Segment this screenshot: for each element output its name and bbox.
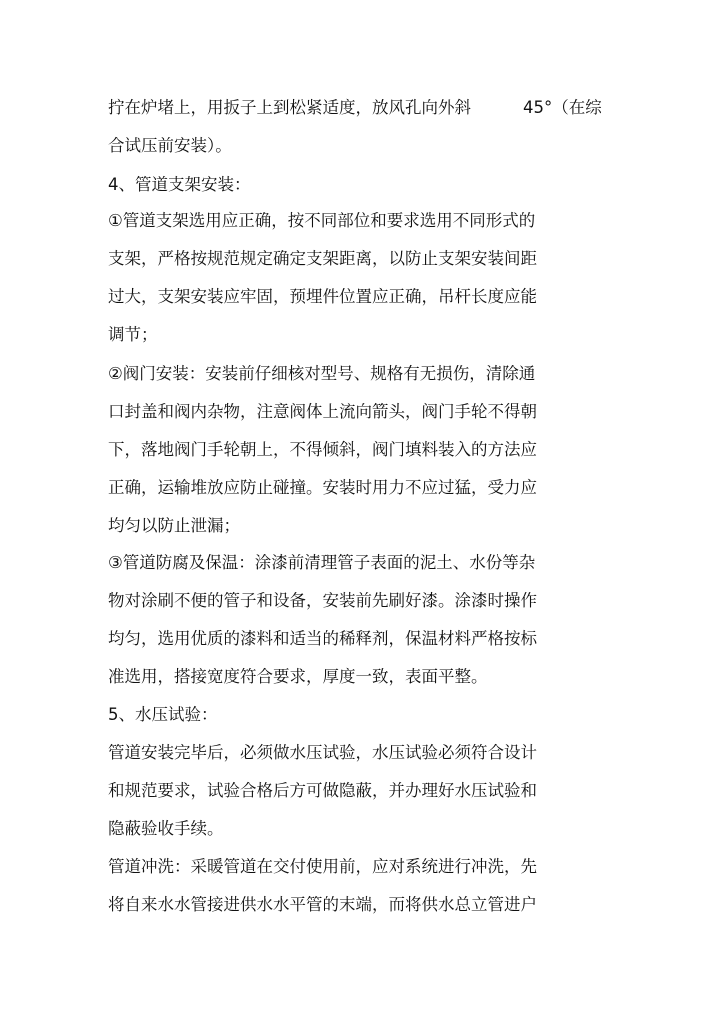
paragraph-line: ②阀门安装：安装前仔细核对型号、规格有无损伤，清除通	[108, 364, 536, 383]
section-heading-supports: 4、管道支架安装：	[108, 175, 251, 194]
paragraph-line: 正确，运输堆放应防止碰撞。安装时用力不应过猛，受力应	[108, 478, 537, 497]
paragraph-line: 拧在炉堵上，用扳子上到松紧适度，放风孔向外斜	[108, 98, 471, 117]
paragraph-line: 过大，支架安装应牢固，预埋件位置应正确，吊杆长度应能	[108, 287, 537, 306]
paragraph-line: 下，落地阀门手轮朝上，不得倾斜，阀门填料装入的方法应	[108, 440, 537, 459]
paragraph-line: 将自来水水管接进供水水平管的末端，而将供水总立管进户	[108, 895, 537, 914]
paragraph-line: 均匀以防止泄漏；	[108, 516, 240, 535]
paragraph-line: 支架，严格按规范规定确定支架距离，以防止支架安装间距	[108, 249, 537, 268]
paragraph-line: 和规范要求，试验合格后方可做隐蔽，并办理好水压试验和	[108, 781, 537, 800]
paragraph-line: 均匀，选用优质的漆料和适当的稀释剂，保温材料严格按标	[108, 629, 537, 648]
paragraph-line: 管道安装完毕后，必须做水压试验，水压试验必须符合设计	[108, 743, 537, 762]
section-heading-pressure-test: 5、水压试验：	[108, 705, 218, 724]
paragraph-line: 管道冲洗：采暖管道在交付使用前，应对系统进行冲洗，先	[108, 857, 537, 876]
paragraph-line: 合试压前安装）。	[108, 136, 232, 155]
paragraph-line: 隐蔽验收手续。	[108, 819, 224, 838]
paragraph-line: 调节；	[108, 325, 158, 344]
paragraph-line: ③管道防腐及保温：涂漆前清理管子表面的泥土、水份等杂	[108, 553, 536, 572]
angle-text: 45°（在综	[523, 98, 602, 117]
paragraph-line: 准选用，搭接宽度符合要求，厚度一致，表面平整。	[108, 667, 488, 686]
paragraph-line: 物对涂刷不便的管子和设备，安装前先刷好漆。涂漆时操作	[108, 591, 537, 610]
paragraph-line: 口封盖和阀内杂物，注意阀体上流向箭头，阀门手轮不得朝	[108, 402, 537, 421]
paragraph-line: ①管道支架选用应正确，按不同部位和要求选用不同形式的	[108, 211, 536, 230]
